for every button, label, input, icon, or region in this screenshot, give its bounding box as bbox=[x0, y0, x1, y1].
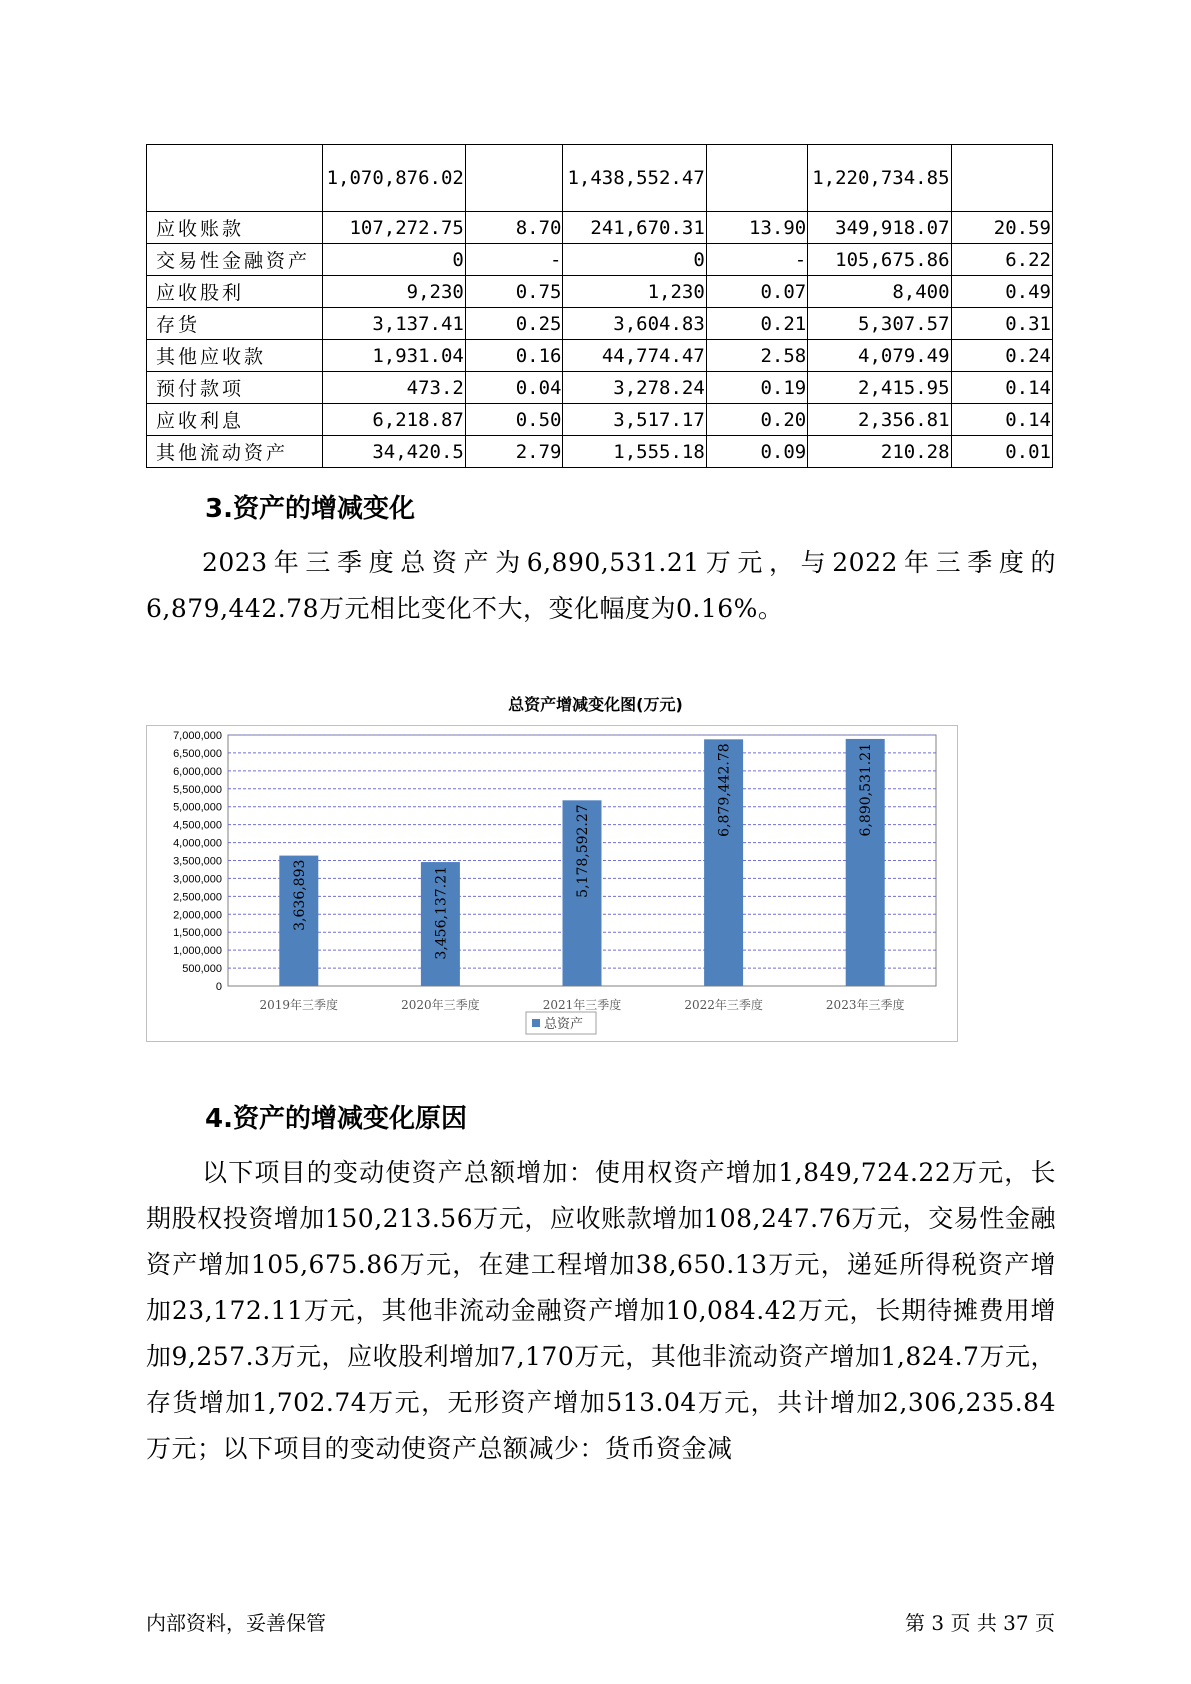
table-row bbox=[147, 404, 1053, 436]
table-row bbox=[147, 145, 1053, 212]
section-4-paragraph: 以下项目的变动使资产总额增加：使用权资产增加1,849,724.22万元，长期股权投资增加150,213.56万元，应收账款增加108,247.76万元，交易性金融资产增加105,675.86万元，在建工程增加38,650.13万元，递延所得税资产增加23,172.11万元，其他非流动金融资产增加10,084.42万元，长期待摊费用增加9,257.3万元，应收股利增加7,170万元，其他非流动资产增加1,824.7万元，存货增加1,702.74万元，无形资产增加513.04万元，共计增加2,306,235.84万元；以下项目的变动使资产总额减少：货币资金减 bbox=[146, 1158, 1056, 1463]
chart-title: 总资产增减变化图(万元) bbox=[508, 695, 683, 714]
table-row bbox=[147, 340, 1053, 372]
table-row bbox=[147, 244, 1053, 276]
y-tick-label: 5,000,000 bbox=[173, 801, 222, 814]
cell-p1: 0.75 bbox=[465, 276, 563, 308]
cell-v1: 0 bbox=[322, 244, 465, 276]
cell-v3: 349,918.07 bbox=[808, 212, 951, 244]
cell-p3: 0.31 bbox=[951, 308, 1052, 340]
x-tick-label: 2020年三季度 bbox=[401, 998, 480, 1012]
cell-p2: 13.90 bbox=[706, 212, 807, 244]
x-tick-label: 2019年三季度 bbox=[259, 998, 339, 1012]
y-tick-label: 2,000,000 bbox=[173, 909, 222, 922]
cell-v1: 107,272.75 bbox=[322, 212, 465, 244]
cell-p3: 0.14 bbox=[951, 372, 1052, 404]
bar-data-label: 3,636,893 bbox=[291, 859, 308, 931]
bar-data-label: 6,890,531.21 bbox=[858, 742, 875, 837]
row-label: 应收股利 bbox=[147, 276, 323, 308]
cell-p2: 0.19 bbox=[706, 372, 807, 404]
cell-p1: 0.16 bbox=[465, 340, 563, 372]
cell-v3: 105,675.86 bbox=[808, 244, 951, 276]
cell-p1: 0.25 bbox=[465, 308, 563, 340]
cell-p2: 0.20 bbox=[706, 404, 807, 436]
y-tick-label: 2,500,000 bbox=[173, 891, 222, 904]
bar-data-label: 5,178,592.27 bbox=[575, 804, 591, 898]
cell-v2: 3,604.83 bbox=[563, 308, 706, 340]
cell-v2: 3,517.17 bbox=[563, 404, 706, 436]
section-4-heading: 4.资产的增减变化原因 bbox=[205, 1104, 467, 1134]
legend-label: 总资产 bbox=[544, 1017, 584, 1032]
y-tick-label: 4,500,000 bbox=[173, 819, 222, 832]
x-tick-label: 2022年三季度 bbox=[684, 998, 763, 1012]
section-3-paragraph: 2023年三季度总资产为6,890,531.21万元，与2022年三季度的6,879,442.78万元相比变化不大，变化幅度为0.16%。 bbox=[146, 548, 1056, 623]
cell-p1: 0.04 bbox=[465, 372, 563, 404]
table-row bbox=[147, 276, 1053, 308]
row-label: 交易性金融资产 bbox=[147, 244, 323, 276]
y-tick-label: 4,000,000 bbox=[173, 837, 222, 850]
table-row bbox=[147, 308, 1053, 340]
y-tick-label: 1,500,000 bbox=[173, 927, 222, 940]
y-tick-label: 6,500,000 bbox=[173, 747, 222, 760]
x-tick-label: 2021年三季度 bbox=[542, 998, 622, 1012]
cell-p1: 2.79 bbox=[465, 436, 563, 468]
y-tick-label: 5,500,000 bbox=[173, 783, 222, 796]
cell-v1: 9,230 bbox=[322, 276, 465, 308]
y-tick-label: 7,000,000 bbox=[173, 730, 222, 742]
cell-v3: 5,307.57 bbox=[808, 308, 951, 340]
cell-p2: 2.58 bbox=[706, 340, 807, 372]
cell-p2: 0.09 bbox=[706, 436, 807, 468]
cell-v1: 34,420.5 bbox=[322, 436, 465, 468]
y-tick-label: 500,000 bbox=[182, 963, 222, 976]
cell-p2 bbox=[706, 145, 807, 212]
row-label: 预付款项 bbox=[147, 372, 323, 404]
legend-swatch bbox=[532, 1019, 540, 1027]
cell-v2: 241,670.31 bbox=[563, 212, 706, 244]
cell-v3: 210.28 bbox=[808, 436, 951, 468]
cell-p1 bbox=[465, 145, 563, 212]
cell-v3: 8,400 bbox=[808, 276, 951, 308]
y-tick-label: 6,000,000 bbox=[173, 765, 222, 778]
y-tick-label: 0 bbox=[215, 981, 222, 993]
footer-confidential: 内部资料，妥善保管 bbox=[146, 1611, 326, 1635]
row-label: 应收利息 bbox=[147, 404, 323, 436]
row-label: 其他流动资产 bbox=[147, 436, 323, 468]
cell-p3: 0.24 bbox=[951, 340, 1052, 372]
cell-v2: 1,230 bbox=[563, 276, 706, 308]
cell-p2: 0.07 bbox=[706, 276, 807, 308]
cell-v3: 1,220,734.85 bbox=[808, 145, 951, 212]
cell-p2: - bbox=[706, 244, 807, 276]
cell-p1: - bbox=[465, 244, 563, 276]
asset-table bbox=[146, 144, 1053, 468]
total-assets-bar-chart bbox=[146, 725, 958, 1055]
cell-p1: 8.70 bbox=[465, 212, 563, 244]
cell-v1: 473.2 bbox=[322, 372, 465, 404]
cell-v2: 1,555.18 bbox=[563, 436, 706, 468]
cell-p3 bbox=[951, 145, 1052, 212]
y-tick-label: 1,000,000 bbox=[173, 945, 222, 958]
cell-v2: 3,278.24 bbox=[563, 372, 706, 404]
cell-v2: 0 bbox=[563, 244, 706, 276]
x-tick-label: 2023年三季度 bbox=[825, 998, 905, 1012]
cell-p1: 0.50 bbox=[465, 404, 563, 436]
table-row bbox=[147, 212, 1053, 244]
cell-p3: 6.22 bbox=[951, 244, 1052, 276]
cell-p2: 0.21 bbox=[706, 308, 807, 340]
cell-v1: 3,137.41 bbox=[322, 308, 465, 340]
cell-v2: 1,438,552.47 bbox=[563, 145, 706, 212]
cell-v3: 2,415.95 bbox=[808, 372, 951, 404]
cell-v3: 2,356.81 bbox=[808, 404, 951, 436]
row-label: 应收账款 bbox=[147, 212, 323, 244]
y-tick-label: 3,000,000 bbox=[173, 873, 222, 886]
row-label: 其他应收款 bbox=[147, 340, 323, 372]
cell-v1: 1,931.04 bbox=[322, 340, 465, 372]
cell-v2: 44,774.47 bbox=[563, 340, 706, 372]
cell-p3: 20.59 bbox=[951, 212, 1052, 244]
bar-data-label: 3,456,137.21 bbox=[433, 866, 450, 960]
footer-page-number: 第 3 页 共 37 页 bbox=[905, 1611, 1055, 1635]
bar-data-label: 6,879,442.78 bbox=[716, 743, 733, 837]
row-label bbox=[147, 145, 323, 212]
cell-v3: 4,079.49 bbox=[808, 340, 951, 372]
cell-v1: 1,070,876.02 bbox=[322, 145, 465, 212]
section-3-heading: 3.资产的增减变化 bbox=[205, 494, 415, 524]
cell-p3: 0.14 bbox=[951, 404, 1052, 436]
y-tick-label: 3,500,000 bbox=[173, 855, 222, 868]
table-row bbox=[147, 436, 1053, 468]
cell-p3: 0.01 bbox=[951, 436, 1052, 468]
cell-p3: 0.49 bbox=[951, 276, 1052, 308]
row-label: 存货 bbox=[147, 308, 323, 340]
cell-v1: 6,218.87 bbox=[322, 404, 465, 436]
table-row bbox=[147, 372, 1053, 404]
